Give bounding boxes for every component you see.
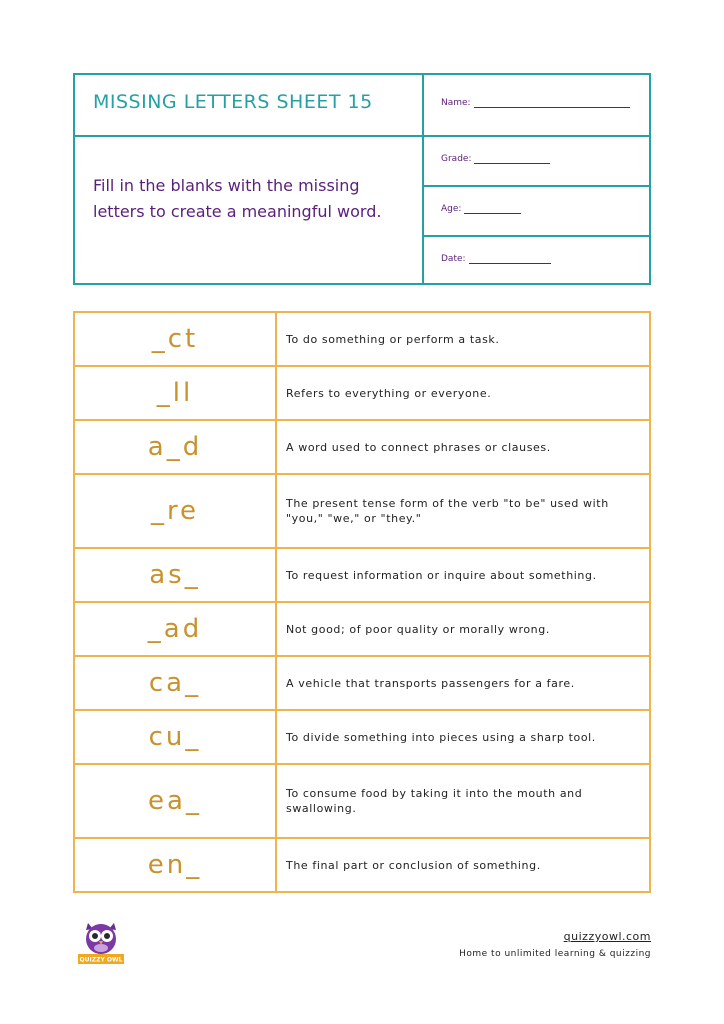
- table-row: [74, 764, 650, 838]
- missing-word[interactable]: _ad: [74, 602, 276, 656]
- table-row: [74, 548, 650, 602]
- table-row: [74, 656, 650, 710]
- word-definition: To do something or perform a task.: [276, 312, 650, 366]
- instructions-text: Fill in the blanks with the missing letters to create a meaningful word.: [93, 176, 382, 221]
- table-row: [74, 366, 650, 420]
- missing-word[interactable]: a_d: [74, 420, 276, 474]
- missing-word[interactable]: _ct: [74, 312, 276, 366]
- logo-text: QUIZZY OWL: [79, 956, 123, 964]
- table-row: [74, 474, 650, 548]
- date-blank[interactable]: [469, 253, 551, 264]
- word-definition: A word used to connect phrases or clauses.: [276, 420, 650, 474]
- grade-blank[interactable]: [474, 153, 550, 164]
- name-blank[interactable]: [474, 97, 630, 108]
- table-row: [74, 312, 650, 366]
- missing-word[interactable]: _ll: [74, 366, 276, 420]
- age-label: Age:: [441, 204, 462, 214]
- word-table: [73, 311, 651, 893]
- word-definition: Refers to everything or everyone.: [276, 366, 650, 420]
- word-definition: Not good; of poor quality or morally wrong.: [276, 602, 650, 656]
- header-divider-title: [75, 135, 649, 137]
- header-divider-vertical: [422, 75, 424, 283]
- table-row: [74, 710, 650, 764]
- word-definition: To request information or inquire about something.: [276, 548, 650, 602]
- table-row: [74, 602, 650, 656]
- tagline: Home to unlimited learning & quizzing: [459, 949, 651, 959]
- missing-word[interactable]: as_: [74, 548, 276, 602]
- grade-field[interactable]: [441, 153, 550, 164]
- missing-word[interactable]: ea_: [74, 764, 276, 838]
- name-field[interactable]: [441, 97, 630, 108]
- missing-word[interactable]: ca_: [74, 656, 276, 710]
- worksheet-header: [73, 73, 651, 285]
- missing-word[interactable]: cu_: [74, 710, 276, 764]
- name-label: Name:: [441, 98, 471, 108]
- missing-word[interactable]: _re: [74, 474, 276, 548]
- age-field[interactable]: [441, 203, 521, 214]
- header-divider-age: [424, 235, 649, 237]
- quizzy-owl-logo-icon: [76, 915, 126, 965]
- word-definition: To consume food by taking it into the mouth and swallowing.: [276, 764, 650, 838]
- table-row: [74, 420, 650, 474]
- date-field[interactable]: [441, 253, 551, 264]
- word-definition: To divide something into pieces using a sharp tool.: [276, 710, 650, 764]
- grade-label: Grade:: [441, 154, 472, 164]
- missing-word[interactable]: en_: [74, 838, 276, 892]
- date-label: Date:: [441, 254, 466, 264]
- table-row: [74, 838, 650, 892]
- word-definition: The present tense form of the verb "to be" used with "you," "we," or "they.": [276, 474, 650, 548]
- page-title: MISSING LETTERS SHEET 15: [93, 91, 373, 113]
- age-blank[interactable]: [464, 203, 521, 214]
- header-divider-grade: [424, 185, 649, 187]
- site-link[interactable]: quizzyowl.com: [563, 930, 651, 943]
- word-definition: The final part or conclusion of something.: [276, 838, 650, 892]
- word-definition: A vehicle that transports passengers for a fare.: [276, 656, 650, 710]
